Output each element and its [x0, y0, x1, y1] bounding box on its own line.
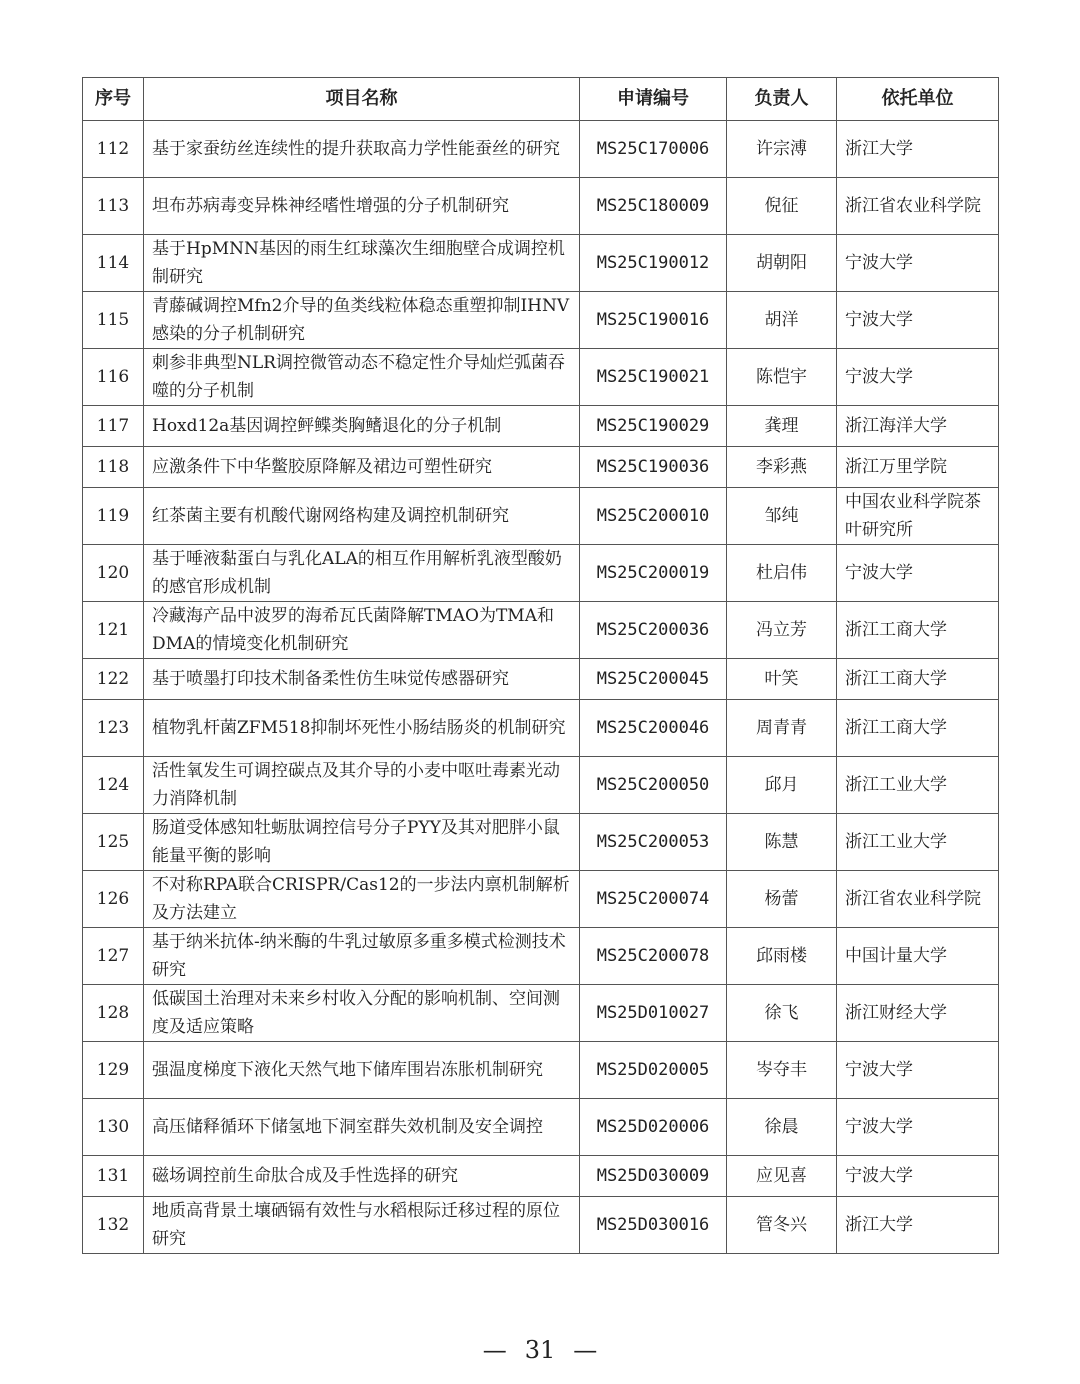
application-code-cell: MS25C200010 [580, 488, 727, 545]
table-row [83, 349, 999, 406]
footer-dash-right: — [573, 1336, 598, 1364]
application-code-cell: MS25C200046 [580, 700, 727, 757]
project-name-cell: 红茶菌主要有机酸代谢网络构建及调控机制研究 [144, 488, 580, 545]
unit-cell: 浙江工业大学 [837, 814, 999, 871]
project-name-cell: 高压储释循环下储氢地下洞室群失效机制及安全调控 [144, 1099, 580, 1156]
unit-cell: 中国计量大学 [837, 928, 999, 985]
leader-cell: 陈恺宇 [727, 349, 837, 406]
application-code-cell: MS25C190012 [580, 235, 727, 292]
leader-cell: 倪征 [727, 178, 837, 235]
project-name-cell: 强温度梯度下液化天然气地下储库围岩冻胀机制研究 [144, 1042, 580, 1099]
row-number: 115 [83, 292, 144, 349]
application-code-cell: MS25D030016 [580, 1197, 727, 1254]
project-name-cell: 地质高背景土壤硒镉有效性与水稻根际迁移过程的原位研究 [144, 1197, 580, 1254]
table-row [83, 985, 999, 1042]
leader-cell: 许宗溥 [727, 121, 837, 178]
project-name-cell: 青藤碱调控Mfn2介导的鱼类线粒体稳态重塑抑制IHNV感染的分子机制研究 [144, 292, 580, 349]
leader-cell: 岑夺丰 [727, 1042, 837, 1099]
project-name-cell: 低碳国土治理对未来乡村收入分配的影响机制、空间测度及适应策略 [144, 985, 580, 1042]
row-number: 112 [83, 121, 144, 178]
unit-cell: 浙江财经大学 [837, 985, 999, 1042]
unit-cell: 浙江工商大学 [837, 602, 999, 659]
unit-cell: 浙江万里学院 [837, 447, 999, 488]
unit-cell: 宁波大学 [837, 235, 999, 292]
table-row [83, 1042, 999, 1099]
row-number: 114 [83, 235, 144, 292]
row-number: 123 [83, 700, 144, 757]
leader-cell: 叶笑 [727, 659, 837, 700]
application-code-cell: MS25C190021 [580, 349, 727, 406]
table-row [83, 814, 999, 871]
table-row [83, 447, 999, 488]
row-number: 113 [83, 178, 144, 235]
table-row [83, 292, 999, 349]
application-code-cell: MS25C200045 [580, 659, 727, 700]
header-unit: 依托单位 [837, 78, 999, 121]
table-row [83, 871, 999, 928]
row-number: 120 [83, 545, 144, 602]
table-row [83, 757, 999, 814]
application-code-cell: MS25D020006 [580, 1099, 727, 1156]
row-number: 129 [83, 1042, 144, 1099]
project-name-cell: 肠道受体感知牡蛎肽调控信号分子PYY及其对肥胖小鼠能量平衡的影响 [144, 814, 580, 871]
unit-cell: 浙江工商大学 [837, 700, 999, 757]
application-code-cell: MS25C190036 [580, 447, 727, 488]
project-name-cell: 基于家蚕纺丝连续性的提升获取高力学性能蚕丝的研究 [144, 121, 580, 178]
unit-cell: 浙江海洋大学 [837, 406, 999, 447]
table-row [83, 406, 999, 447]
table-row [83, 700, 999, 757]
project-name-cell: 不对称RPA联合CRISPR/Cas12的一步法内禀机制解析及方法建立 [144, 871, 580, 928]
leader-cell: 李彩燕 [727, 447, 837, 488]
row-number: 131 [83, 1156, 144, 1197]
row-number: 116 [83, 349, 144, 406]
unit-cell: 宁波大学 [837, 1099, 999, 1156]
application-code-cell: MS25C200053 [580, 814, 727, 871]
leader-cell: 杜启伟 [727, 545, 837, 602]
leader-cell: 冯立芳 [727, 602, 837, 659]
header-application-code: 申请编号 [580, 78, 727, 121]
row-number: 130 [83, 1099, 144, 1156]
project-name-cell: 坦布苏病毒变异株神经嗜性增强的分子机制研究 [144, 178, 580, 235]
unit-cell: 浙江省农业科学院 [837, 178, 999, 235]
row-number: 132 [83, 1197, 144, 1254]
table-row [83, 121, 999, 178]
table-row [83, 602, 999, 659]
leader-cell: 徐飞 [727, 985, 837, 1042]
leader-cell: 龚理 [727, 406, 837, 447]
application-code-cell: MS25C180009 [580, 178, 727, 235]
table-row [83, 659, 999, 700]
application-code-cell: MS25C200078 [580, 928, 727, 985]
unit-cell: 浙江大学 [837, 1197, 999, 1254]
application-code-cell: MS25C190016 [580, 292, 727, 349]
project-name-cell: 基于唾液黏蛋白与乳化ALA的相互作用解析乳液型酸奶的感官形成机制 [144, 545, 580, 602]
table-row [83, 1099, 999, 1156]
row-number: 125 [83, 814, 144, 871]
leader-cell: 胡洋 [727, 292, 837, 349]
unit-cell: 浙江大学 [837, 121, 999, 178]
project-name-cell: 活性氧发生可调控碳点及其介导的小麦中呕吐毒素光动力消降机制 [144, 757, 580, 814]
project-name-cell: 植物乳杆菌ZFM518抑制坏死性小肠结肠炎的机制研究 [144, 700, 580, 757]
project-name-cell: 基于HpMNN基因的雨生红球藻次生细胞壁合成调控机制研究 [144, 235, 580, 292]
unit-cell: 浙江省农业科学院 [837, 871, 999, 928]
application-code-cell: MS25C200074 [580, 871, 727, 928]
leader-cell: 胡朝阳 [727, 235, 837, 292]
table-row [83, 235, 999, 292]
application-code-cell: MS25C200019 [580, 545, 727, 602]
table-row [83, 178, 999, 235]
leader-cell: 邱雨楼 [727, 928, 837, 985]
leader-cell: 邹纯 [727, 488, 837, 545]
leader-cell: 管冬兴 [727, 1197, 837, 1254]
header-no: 序号 [83, 78, 144, 121]
application-code-cell: MS25D020005 [580, 1042, 727, 1099]
unit-cell: 宁波大学 [837, 1156, 999, 1197]
application-code-cell: MS25C170006 [580, 121, 727, 178]
leader-cell: 应见喜 [727, 1156, 837, 1197]
header-project-name: 项目名称 [144, 78, 580, 121]
project-name-cell: 刺参非典型NLR调控微管动态不稳定性介导灿烂弧菌吞噬的分子机制 [144, 349, 580, 406]
table-row [83, 488, 999, 545]
application-code-cell: MS25D010027 [580, 985, 727, 1042]
unit-cell: 中国农业科学院茶叶研究所 [837, 488, 999, 545]
row-number: 128 [83, 985, 144, 1042]
row-number: 118 [83, 447, 144, 488]
unit-cell: 宁波大学 [837, 1042, 999, 1099]
leader-cell: 杨蕾 [727, 871, 837, 928]
row-number: 126 [83, 871, 144, 928]
leader-cell: 周青青 [727, 700, 837, 757]
table-header-row [83, 78, 999, 121]
leader-cell: 徐晨 [727, 1099, 837, 1156]
row-number: 122 [83, 659, 144, 700]
row-number: 117 [83, 406, 144, 447]
unit-cell: 宁波大学 [837, 292, 999, 349]
project-table [82, 77, 999, 1254]
unit-cell: 宁波大学 [837, 545, 999, 602]
row-number: 121 [83, 602, 144, 659]
table-row [83, 928, 999, 985]
table-body [83, 121, 999, 1254]
application-code-cell: MS25D030009 [580, 1156, 727, 1197]
header-leader: 负责人 [727, 78, 837, 121]
application-code-cell: MS25C200050 [580, 757, 727, 814]
page-footer [0, 1336, 1080, 1364]
leader-cell: 邱月 [727, 757, 837, 814]
application-code-cell: MS25C190029 [580, 406, 727, 447]
row-number: 119 [83, 488, 144, 545]
table-row [83, 1156, 999, 1197]
project-name-cell: 应激条件下中华鳖胶原降解及裙边可塑性研究 [144, 447, 580, 488]
table-row [83, 1197, 999, 1254]
unit-cell: 宁波大学 [837, 349, 999, 406]
unit-cell: 浙江工商大学 [837, 659, 999, 700]
row-number: 127 [83, 928, 144, 985]
project-name-cell: 基于喷墨打印技术制备柔性仿生味觉传感器研究 [144, 659, 580, 700]
project-name-cell: 冷藏海产品中波罗的海希瓦氏菌降解TMAO为TMA和DMA的情境变化机制研究 [144, 602, 580, 659]
application-code-cell: MS25C200036 [580, 602, 727, 659]
footer-dash-left: — [482, 1336, 507, 1364]
project-name-cell: 基于纳米抗体-纳米酶的牛乳过敏原多重多模式检测技术研究 [144, 928, 580, 985]
project-name-cell: Hoxd12a基因调控鲆鲽类胸鳍退化的分子机制 [144, 406, 580, 447]
unit-cell: 浙江工业大学 [837, 757, 999, 814]
table-row [83, 545, 999, 602]
leader-cell: 陈慧 [727, 814, 837, 871]
row-number: 124 [83, 757, 144, 814]
page-number: 31 [524, 1336, 556, 1364]
project-name-cell: 磁场调控前生命肽合成及手性选择的研究 [144, 1156, 580, 1197]
